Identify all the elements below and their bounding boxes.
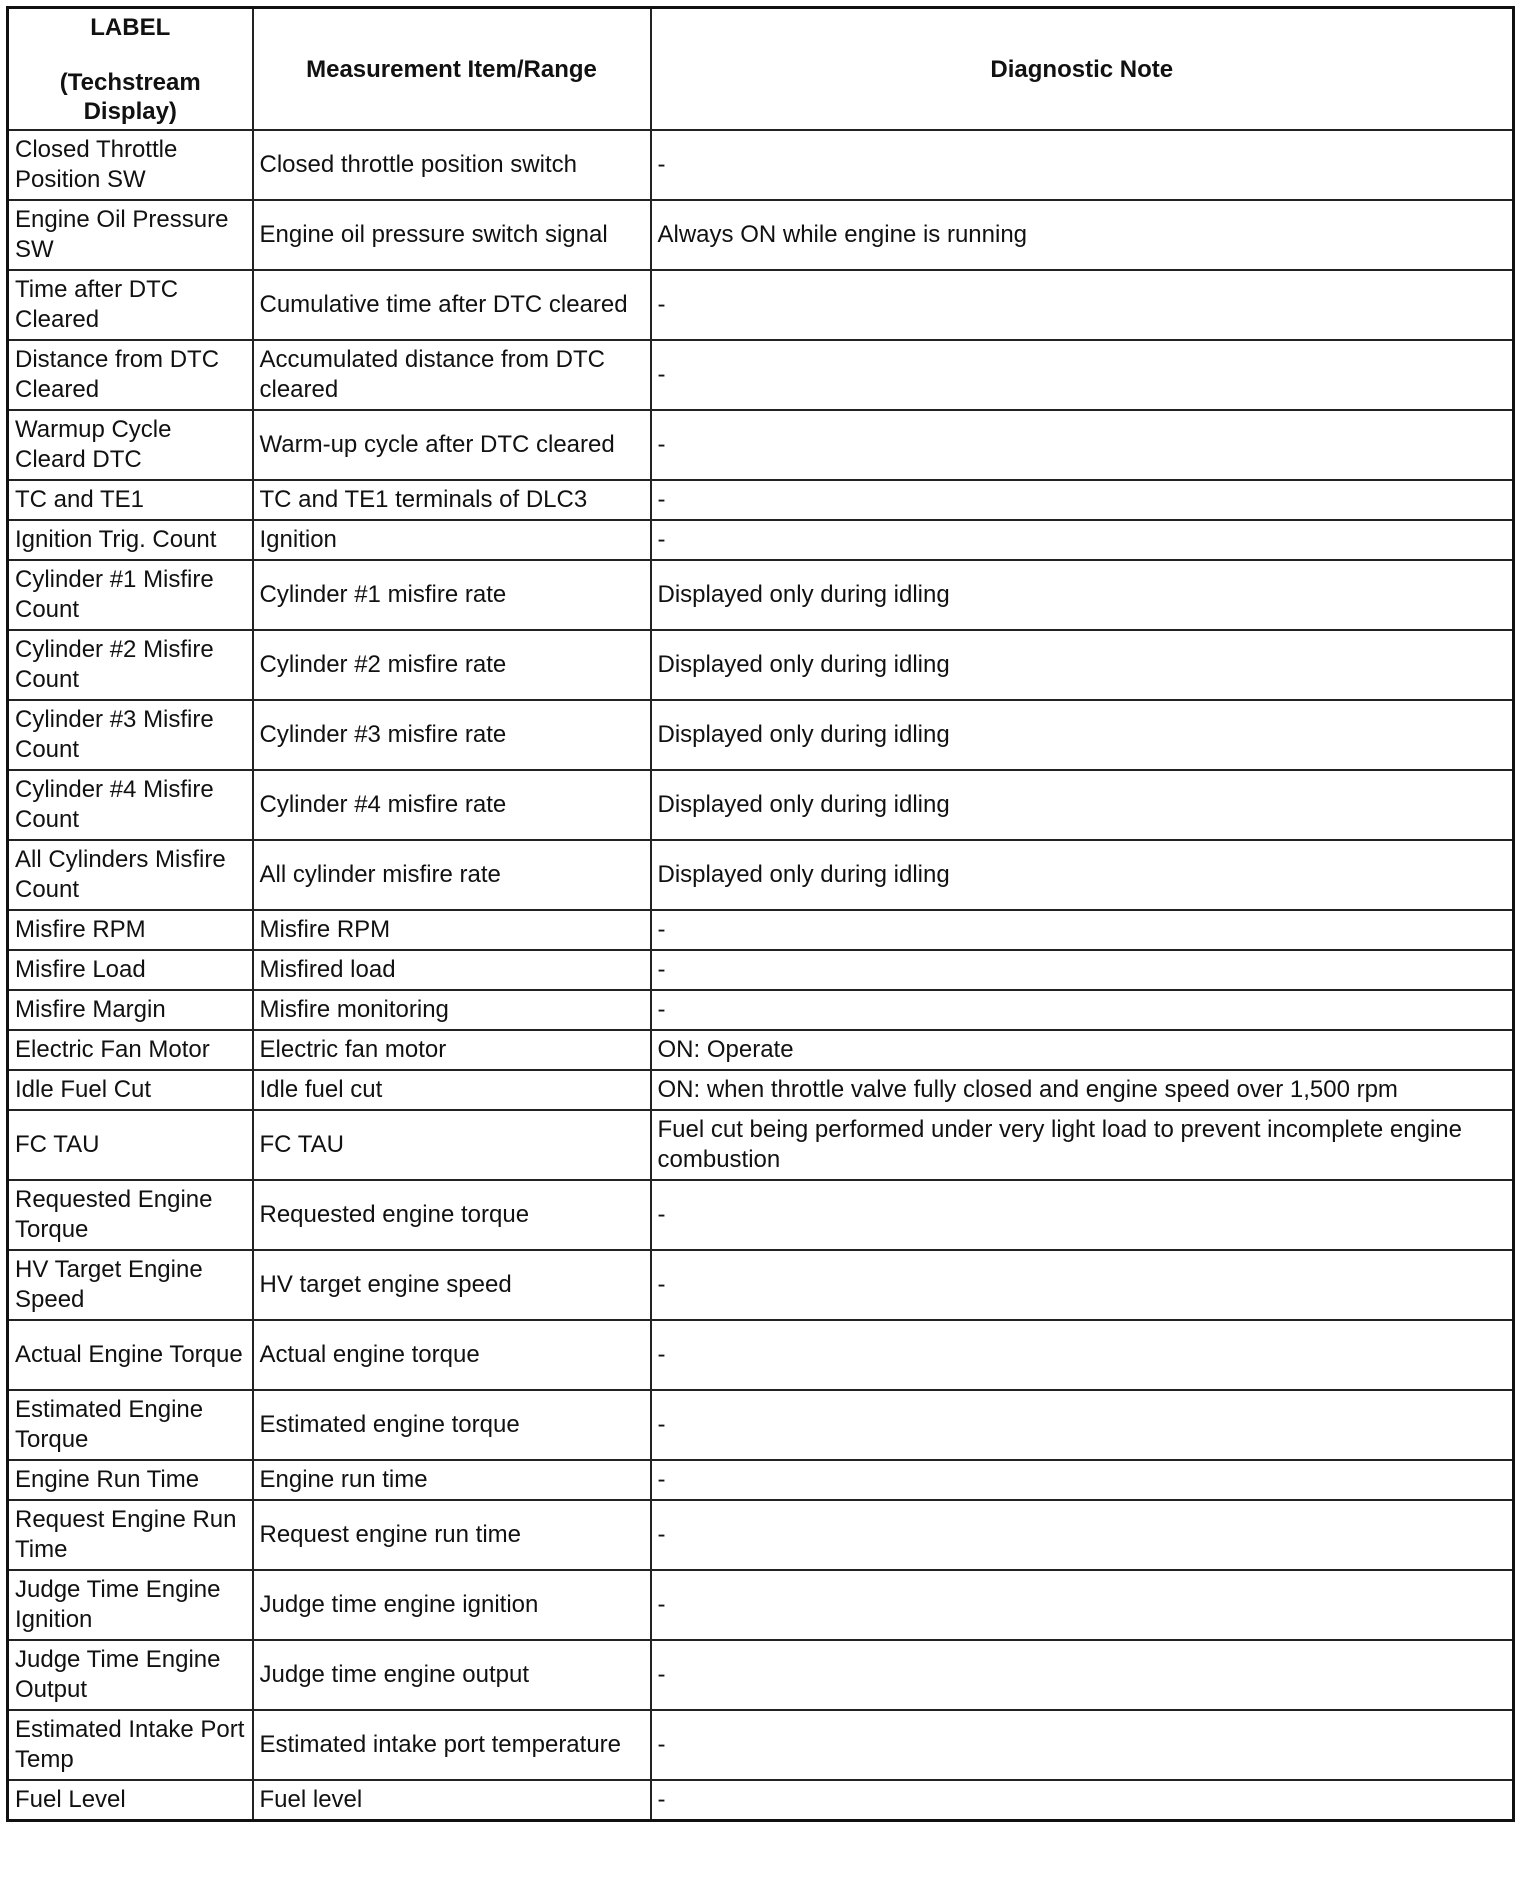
note-cell: - [651, 270, 1514, 340]
label-cell: HV Target Engine Speed [8, 1250, 253, 1320]
measurement-cell: Judge time engine output [253, 1640, 651, 1710]
measurement-cell: Fuel level [253, 1780, 651, 1821]
measurement-cell: Warm-up cycle after DTC cleared [253, 410, 651, 480]
table-row [8, 1320, 1514, 1390]
label-cell: Engine Oil Pressure SW [8, 200, 253, 270]
label-cell: TC and TE1 [8, 480, 253, 520]
note-cell: Displayed only during idling [651, 560, 1514, 630]
measurement-cell: Cylinder #4 misfire rate [253, 770, 651, 840]
measurement-cell: Cylinder #3 misfire rate [253, 700, 651, 770]
label-cell: Estimated Intake Port Temp [8, 1710, 253, 1780]
label-header-subtitle: (Techstream Display) [59, 68, 201, 125]
label-cell: Actual Engine Torque [8, 1320, 253, 1390]
table-row [8, 950, 1514, 990]
label-cell: Misfire Margin [8, 990, 253, 1030]
note-cell: - [651, 340, 1514, 410]
label-cell: All Cylinders Misfire Count [8, 840, 253, 910]
note-cell: - [651, 1320, 1514, 1390]
label-cell: Idle Fuel Cut [8, 1070, 253, 1110]
label-cell: Engine Run Time [8, 1460, 253, 1500]
note-cell: ON: when throttle valve fully closed and engine speed over 1,500 rpm [651, 1070, 1514, 1110]
measurement-cell: Closed throttle position switch [253, 130, 651, 200]
table-row [8, 1110, 1514, 1180]
measurement-cell: Actual engine torque [253, 1320, 651, 1390]
label-cell: Estimated Engine Torque [8, 1390, 253, 1460]
label-cell: Distance from DTC Cleared [8, 340, 253, 410]
measurement-cell: Engine run time [253, 1460, 651, 1500]
note-cell: - [651, 1570, 1514, 1640]
label-cell: Cylinder #3 Misfire Count [8, 700, 253, 770]
label-cell: Cylinder #1 Misfire Count [8, 560, 253, 630]
measurement-column-header: Measurement Item/Range [253, 8, 651, 131]
measurement-cell: Judge time engine ignition [253, 1570, 651, 1640]
measurement-cell: Requested engine torque [253, 1180, 651, 1250]
note-cell: ON: Operate [651, 1030, 1514, 1070]
table-row [8, 1390, 1514, 1460]
note-cell: Fuel cut being performed under very light load to prevent incomplete engine combustion [651, 1110, 1514, 1180]
note-cell: Displayed only during idling [651, 770, 1514, 840]
note-cell: - [651, 910, 1514, 950]
table-row [8, 910, 1514, 950]
label-cell: Time after DTC Cleared [8, 270, 253, 340]
note-cell: - [651, 1250, 1514, 1320]
table-row [8, 1250, 1514, 1320]
label-cell: Judge Time Engine Ignition [8, 1570, 253, 1640]
table-row [8, 1640, 1514, 1710]
table-row [8, 1070, 1514, 1110]
label-cell: Judge Time Engine Output [8, 1640, 253, 1710]
label-cell: Closed Throttle Position SW [8, 130, 253, 200]
label-cell: Ignition Trig. Count [8, 520, 253, 560]
label-cell: Fuel Level [8, 1780, 253, 1821]
measurement-cell: Cylinder #1 misfire rate [253, 560, 651, 630]
measurement-cell: Misfired load [253, 950, 651, 990]
measurement-cell: All cylinder misfire rate [253, 840, 651, 910]
label-cell: FC TAU [8, 1110, 253, 1180]
note-cell: Displayed only during idling [651, 700, 1514, 770]
measurement-cell: Cumulative time after DTC cleared [253, 270, 651, 340]
table-row [8, 130, 1514, 200]
note-cell: - [651, 1460, 1514, 1500]
table-row [8, 520, 1514, 560]
table-row [8, 770, 1514, 840]
measurement-cell: Estimated engine torque [253, 1390, 651, 1460]
table-row [8, 1780, 1514, 1821]
note-cell: - [651, 520, 1514, 560]
table-row [8, 630, 1514, 700]
table-row [8, 1570, 1514, 1640]
label-cell: Warmup Cycle Cleard DTC [8, 410, 253, 480]
note-cell: - [651, 480, 1514, 520]
table-row [8, 1460, 1514, 1500]
note-cell: - [651, 1780, 1514, 1821]
measurement-cell: HV target engine speed [253, 1250, 651, 1320]
measurement-cell: Idle fuel cut [253, 1070, 651, 1110]
note-cell: - [651, 130, 1514, 200]
note-cell: - [651, 950, 1514, 990]
label-cell: Misfire RPM [8, 910, 253, 950]
note-cell: - [651, 1640, 1514, 1710]
table-row [8, 700, 1514, 770]
measurement-cell: Electric fan motor [253, 1030, 651, 1070]
measurement-cell: TC and TE1 terminals of DLC3 [253, 480, 651, 520]
note-cell: - [651, 1390, 1514, 1460]
table-row [8, 480, 1514, 520]
measurement-cell: Misfire RPM [253, 910, 651, 950]
label-cell: Electric Fan Motor [8, 1030, 253, 1070]
table-row [8, 1180, 1514, 1250]
measurement-cell: Engine oil pressure switch signal [253, 200, 651, 270]
measurement-cell: Accumulated distance from DTC cleared [253, 340, 651, 410]
measurement-cell: Ignition [253, 520, 651, 560]
label-header-title: LABEL [90, 13, 171, 41]
note-cell: - [651, 410, 1514, 480]
measurement-cell: Estimated intake port temperature [253, 1710, 651, 1780]
note-column-header: Diagnostic Note [651, 8, 1514, 131]
note-cell: - [651, 1500, 1514, 1570]
table-row [8, 200, 1514, 270]
table-row [8, 270, 1514, 340]
measurement-cell: Cylinder #2 misfire rate [253, 630, 651, 700]
note-cell: - [651, 990, 1514, 1030]
data-list-table [6, 6, 1515, 1822]
header-row [8, 8, 1514, 131]
table-row [8, 410, 1514, 480]
note-cell: Displayed only during idling [651, 840, 1514, 910]
note-cell: - [651, 1180, 1514, 1250]
label-cell: Requested Engine Torque [8, 1180, 253, 1250]
table-row [8, 840, 1514, 910]
label-column-header [8, 8, 253, 131]
measurement-cell: FC TAU [253, 1110, 651, 1180]
table-row [8, 1710, 1514, 1780]
table-row [8, 1030, 1514, 1070]
label-cell: Request Engine Run Time [8, 1500, 253, 1570]
label-cell: Cylinder #4 Misfire Count [8, 770, 253, 840]
note-cell: Displayed only during idling [651, 630, 1514, 700]
label-cell: Cylinder #2 Misfire Count [8, 630, 253, 700]
table-row [8, 340, 1514, 410]
table-row [8, 560, 1514, 630]
note-cell: Always ON while engine is running [651, 200, 1514, 270]
measurement-cell: Misfire monitoring [253, 990, 651, 1030]
label-cell: Misfire Load [8, 950, 253, 990]
measurement-cell: Request engine run time [253, 1500, 651, 1570]
table-row [8, 990, 1514, 1030]
note-cell: - [651, 1710, 1514, 1780]
table-row [8, 1500, 1514, 1570]
